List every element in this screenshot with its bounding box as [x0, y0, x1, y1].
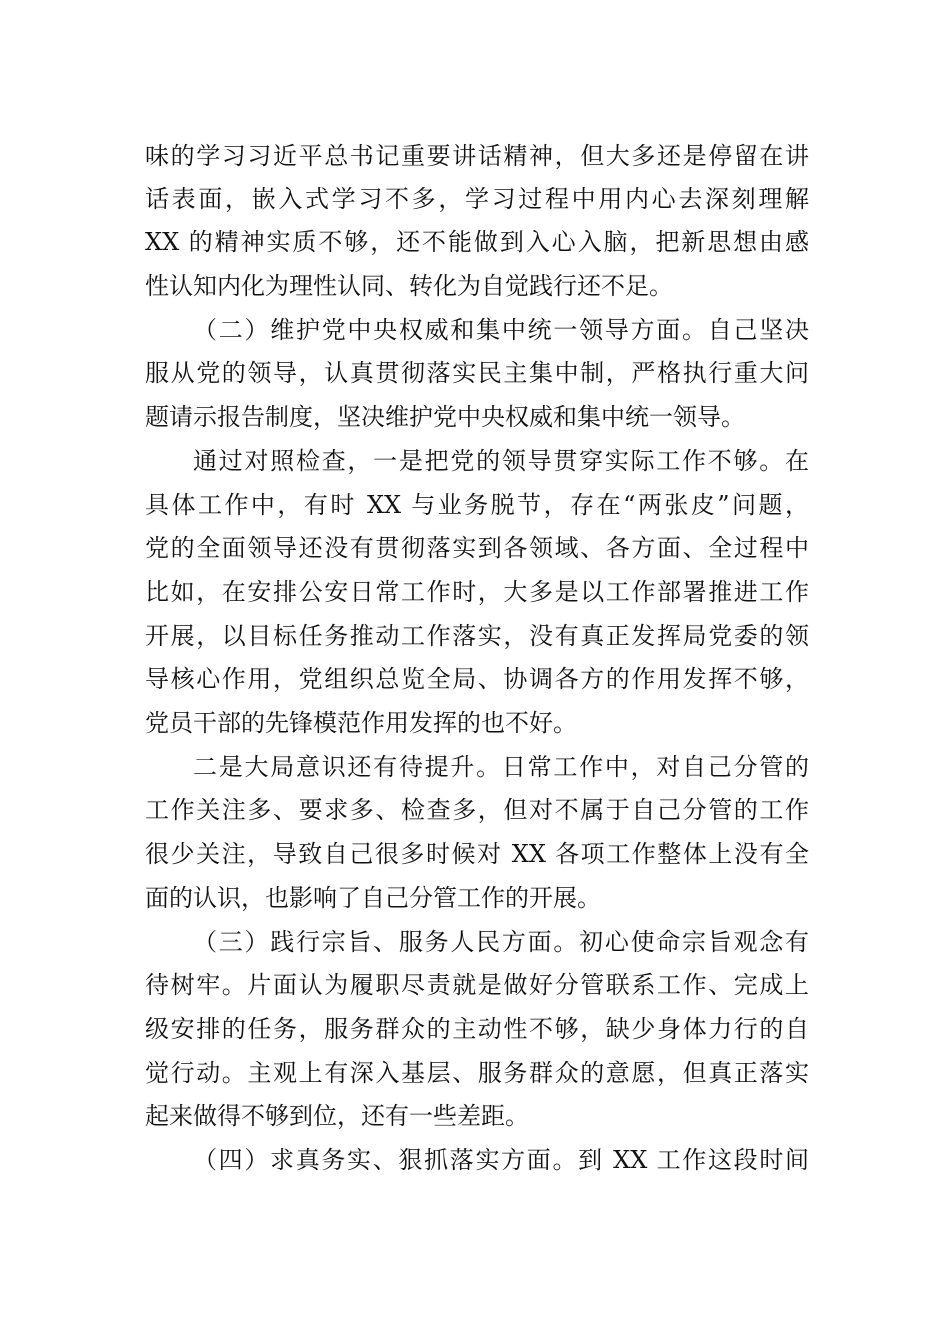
text-line: 具体工作中，有时 XX 与业务脱节，存在“两张皮”问题，: [145, 491, 809, 519]
text-line: 工作关注多、要求多、检查多，但对不属于自己分管的工作: [145, 796, 809, 824]
text-line: 通过对照检查，一是把党的领导贯穿实际工作不够。在: [193, 447, 809, 475]
section-heading-line: （二）维护党中央权威和集中统一领导方面。自己坚决: [193, 316, 809, 344]
text-line: 性认知内化为理性认同、转化为自觉践行还不足。: [145, 272, 673, 300]
section-heading-line: （四）求真务实、狠抓落实方面。到 XX 工作这段时间: [193, 1146, 809, 1174]
text-line: 味的学习习近平总书记重要讲话精神，但大多还是停留在讲: [145, 142, 809, 170]
text-line: 开展，以目标任务推动工作落实，没有真正发挥局党委的领: [145, 622, 809, 650]
text-line: 话表面，嵌入式学习不多，学习过程中用内心去深刻理解: [145, 185, 809, 213]
text-line: 级安排的任务，服务群众的主动性不够，缺少身体力行的自: [145, 1015, 809, 1043]
text-line: 面的认识，也影响了自己分管工作的开展。: [145, 884, 601, 912]
section-heading-line: （三）践行宗旨、服务人民方面。初心使命宗旨观念有: [193, 928, 809, 956]
text-line: 二是大局意识还有待提升。日常工作中，对自己分管的: [193, 753, 809, 781]
text-line: 起来做得不够到位，还有一些差距。: [145, 1102, 529, 1130]
text-line: 服从党的领导，认真贯彻落实民主集中制，严格执行重大问: [145, 359, 809, 387]
text-line: 觉行动。主观上有深入基层、服务群众的意愿，但真正落实: [145, 1059, 809, 1087]
text-line: 党员干部的先锋模范作用发挥的也不好。: [145, 709, 577, 737]
text-line: 党的全面领导还没有贯彻落实到各领域、各方面、全过程中: [145, 534, 809, 562]
text-line: XX 的精神实质不够，还不能做到入心入脑，把新思想由感: [145, 228, 809, 256]
text-line: 很少关注，导致自己很多时候对 XX 各项工作整体上没有全: [145, 840, 809, 868]
text-line: 待树牢。片面认为履职尽责就是做好分管联系工作、完成上: [145, 971, 809, 999]
text-line: 比如，在安排公安日常工作时，大多是以工作部署推进工作: [145, 578, 809, 606]
text-line: 题请示报告制度，坚决维护党中央权威和集中统一领导。: [145, 403, 745, 431]
text-line: 导核心作用，党组织总览全局、协调各方的作用发挥不够，: [145, 665, 809, 693]
